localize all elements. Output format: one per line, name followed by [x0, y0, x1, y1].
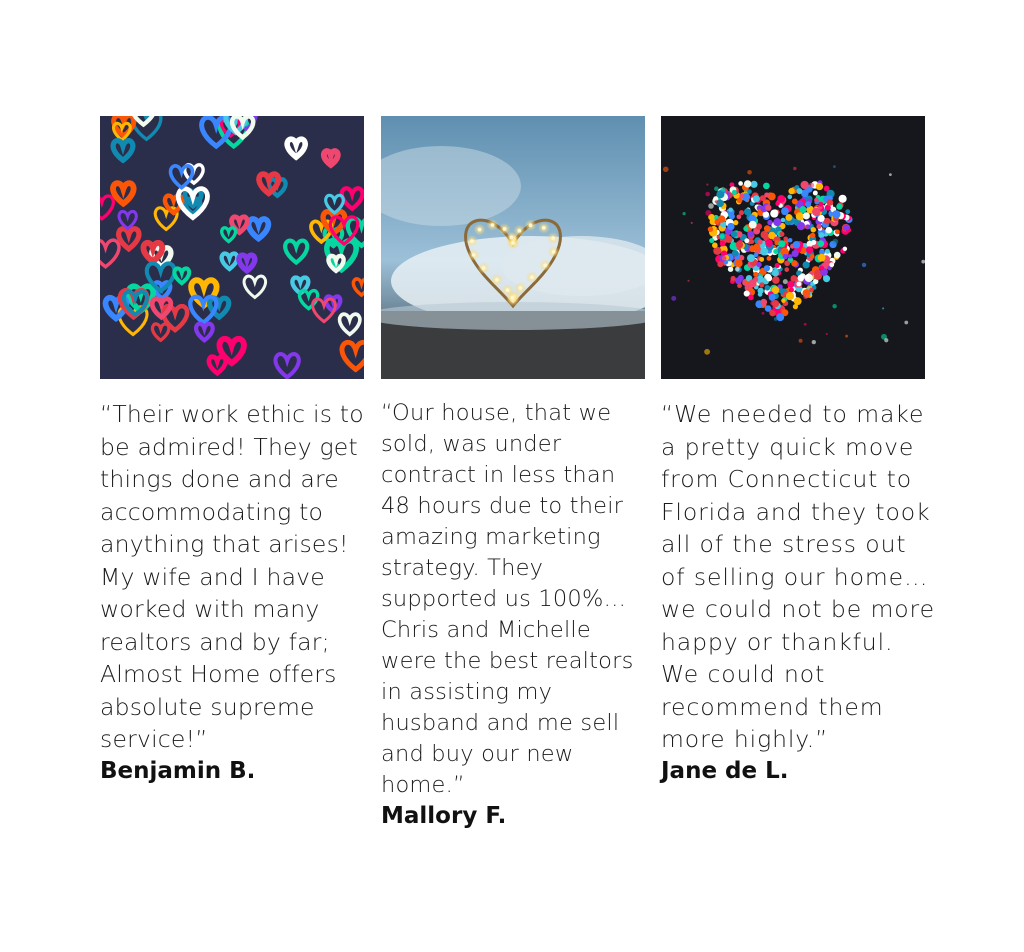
testimonial-quote: “Our house, that we sold, was under contract in less than 48 hours due to their amazing marketing strategy. They supported us 100%… Chris and Michelle were the best realtors in assisting my husband and me sell and buy our new home.”: [381, 400, 634, 798]
confetti-heart-image: [661, 116, 925, 379]
testimonial-quote: “Their work ethic is to be admired! They get things done and are accommodating to anything that arises! My wife and I have worked with many realtors and by far; Almost Home offers absolute supreme service!”: [100, 400, 364, 753]
string-lights-heart-image: [381, 116, 645, 379]
testimonial-author: Mallory F.: [381, 803, 507, 829]
graffiti-hearts-image: [100, 116, 364, 379]
testimonial-quote: “We needed to make a pretty quick move from Connecticut to Florida and they took all of the stress out of selling our home…we could not be more happy or thankful. We could not recommend them more highly.”: [661, 400, 935, 753]
testimonial-author: Benjamin B.: [100, 757, 256, 784]
testimonial-card: [661, 116, 935, 786]
testimonial-author: Jane de L.: [661, 757, 789, 784]
testimonial-card: [381, 116, 645, 831]
testimonial-card: [100, 116, 364, 786]
